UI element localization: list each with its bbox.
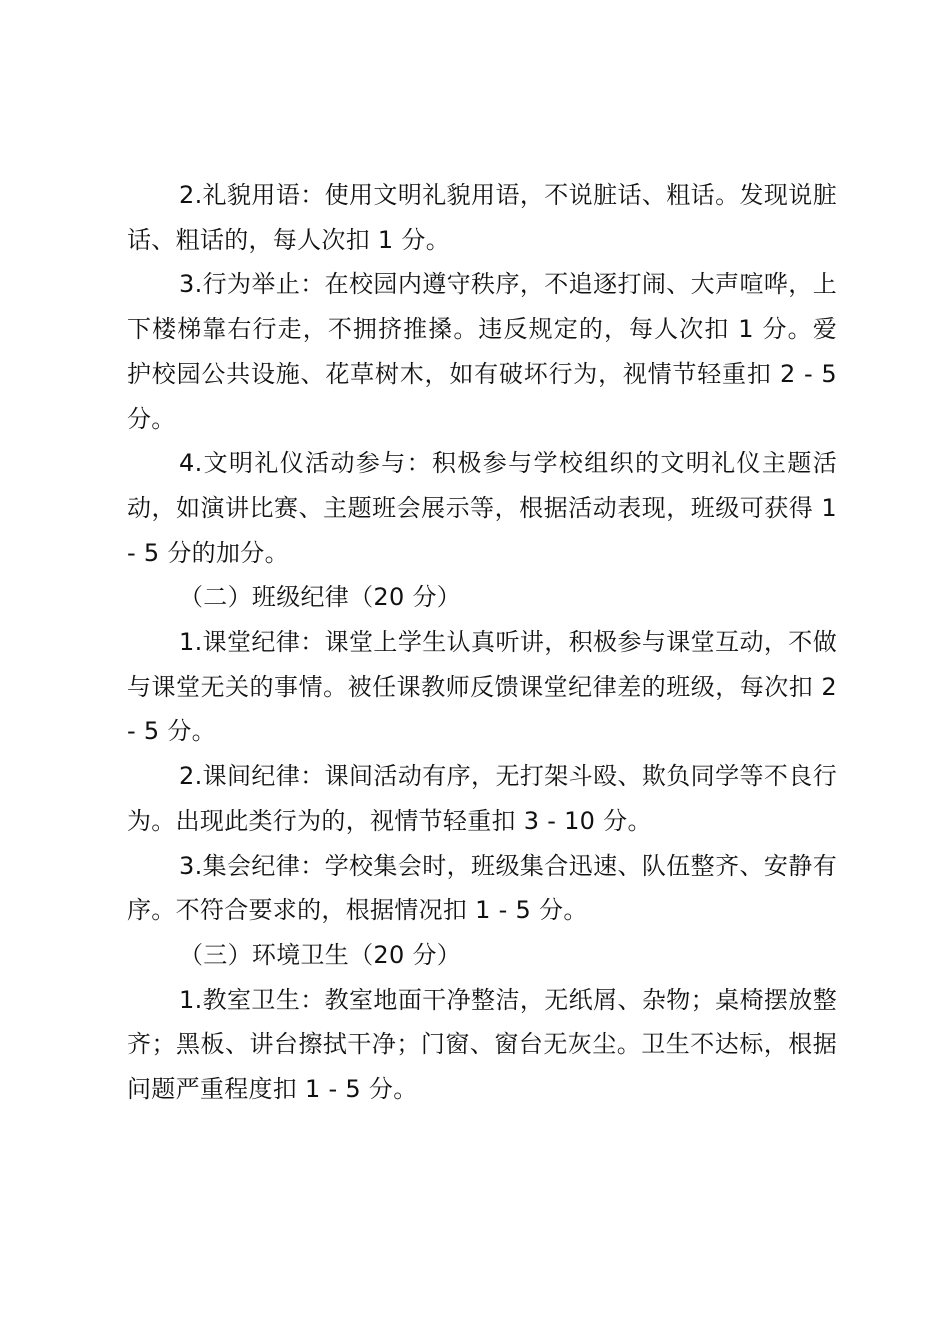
paragraph-break-discipline: 2.课间纪律：课间活动有序，无打架斗殴、欺负同学等不良行为。出现此类行为的，视情节轻重扣 3 - 10 分。 bbox=[127, 762, 837, 835]
paragraph-classroom-hygiene: 1.教室卫生：教室地面干净整洁，无纸屑、杂物；桌椅摆放整齐；黑板、讲台擦拭干净；门窗、窗台无灰尘。卫生不达标，根据问题严重程度扣 1 - 5 分。 bbox=[127, 985, 837, 1104]
paragraph-assembly-discipline: 3.集会纪律：学校集会时，班级集合迅速、队伍整齐、安静有序。不符合要求的，根据情况扣 1 - 5 分。 bbox=[127, 851, 837, 925]
section-heading-environment-hygiene: （三）环境卫生（20 分） bbox=[179, 940, 462, 969]
paragraph-behavior-conduct: 3.行为举止：在校园内遵守秩序，不追逐打闹、大声喧哗，上下楼梯靠右行走，不拥挤推搡。违反规定的，每人次扣 1 分。爱护校园公共设施、花草树木，如有破坏行为，视情节轻重扣 2 - 5 分。 bbox=[127, 270, 845, 433]
paragraph-etiquette-activities: 4.文明礼仪活动参与：积极参与学校组织的文明礼仪主题活动，如演讲比赛、主题班会展示等，根据活动表现，班级可获得 1 - 5 分的加分。 bbox=[127, 449, 845, 567]
paragraph-classroom-discipline: 1.课堂纪律：课堂上学生认真听讲，积极参与课堂互动，不做与课堂无关的事情。被任课教师反馈课堂纪律差的班级，每次扣 2 - 5 分。 bbox=[127, 628, 845, 746]
paragraph-etiquette-language: 2.礼貌用语：使用文明礼貌用语，不说脏话、粗话。发现说脏话、粗话的，每人次扣 1 分。 bbox=[127, 181, 837, 254]
section-heading-class-discipline: （二）班级纪律（20 分） bbox=[179, 583, 462, 612]
document-body bbox=[127, 173, 845, 1112]
